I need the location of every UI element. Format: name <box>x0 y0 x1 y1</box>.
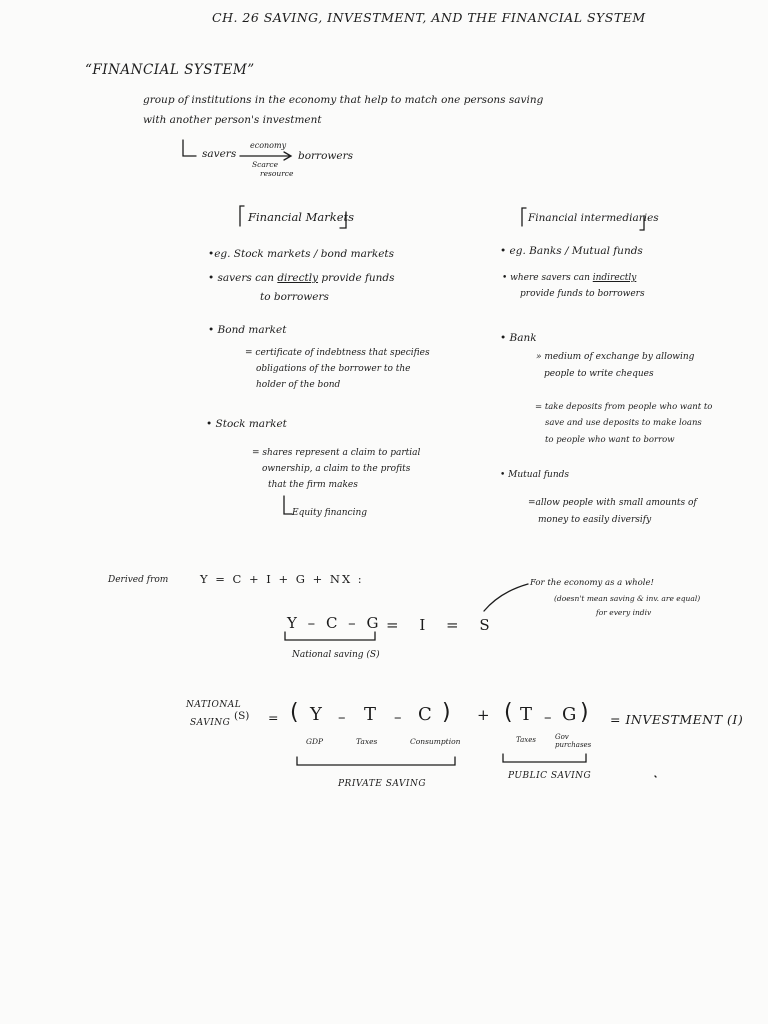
fm-direct-underlined: directly <box>277 272 319 284</box>
note-line-3: for every indiv <box>596 608 652 617</box>
taxes-caption: Taxes <box>356 737 378 746</box>
fi-indirect-line-2: provide funds to borrowers <box>520 289 645 299</box>
eq2-minus-1: – <box>338 708 346 726</box>
mutual-funds-label: Mutual funds <box>508 470 570 480</box>
investment-label: = INVESTMENT (I) <box>610 712 744 727</box>
stock-line-2: ownership, a claim to the profits <box>262 464 411 474</box>
eq1-caption: National saving (S) <box>292 650 380 660</box>
gdp-caption: GDP <box>306 737 324 746</box>
national-saving-label-2: SAVING <box>190 718 231 728</box>
bank-title: • Bank <box>500 332 537 344</box>
eq2-equals: = <box>268 710 279 725</box>
eq2-minus-3: – <box>544 708 552 726</box>
bank-line-2: people to write cheques <box>544 369 654 379</box>
page-title: CH. 26 SAVING, INVESTMENT, AND THE FINANCIAL SYSTEM <box>212 10 646 25</box>
note-line-2: (doesn't mean saving & inv. are equal) <box>554 594 701 603</box>
bond-line-2: obligations of the borrower to the <box>256 364 411 374</box>
private-saving-label: PRIVATE SAVING <box>338 779 427 789</box>
eq2-open-paren-1: ( <box>290 700 299 725</box>
fi-examples-text: eg. Banks / Mutual funds <box>509 245 643 257</box>
eq2-close-paren-2: ) <box>580 700 589 725</box>
eq2-y: Y <box>310 704 322 725</box>
fm-direct-post: provide funds <box>321 272 395 284</box>
bond-market-label: Bond market <box>217 324 287 336</box>
bank-line-4: save and use deposits to make loans <box>545 418 702 428</box>
bank-label: Bank <box>509 332 537 344</box>
mf-line-1: =allow people with small amounts of <box>528 498 697 508</box>
savers-label: savers <box>202 148 237 160</box>
eq2-close-paren-1: ) <box>442 700 451 725</box>
borrowers-label: borrowers <box>298 150 354 162</box>
arrow-bottom-label-1: Scarce <box>252 160 279 169</box>
stock-market-title: • Stock market <box>206 418 287 430</box>
arrow-top-label: economy <box>250 141 287 150</box>
fm-direct-pre: savers can <box>217 272 274 284</box>
gdp-identity: Y = C + I + G + NX : <box>200 572 364 586</box>
eq2-t: T <box>364 704 377 725</box>
bond-market-title: • Bond market <box>208 324 287 336</box>
fi-bullet-indirect: • where savers can indirectly <box>502 273 637 283</box>
fm-bullet-direct: • savers can directly provide funds <box>208 272 395 284</box>
fi-indirect-underlined: indirectly <box>592 273 637 283</box>
equity-financing: Equity financing <box>292 508 368 518</box>
stock-line-1: = shares represent a claim to partial <box>252 448 421 458</box>
eq2-plus: + <box>477 706 490 724</box>
bank-line-3: = take deposits from people who want to <box>535 402 713 412</box>
definition-line-2: with another person's investment <box>143 114 322 126</box>
fi-indirect-pre: where savers can <box>510 273 590 283</box>
consumption-caption: Consumption <box>410 737 461 746</box>
eq1-left: Y – C – G <box>287 614 382 632</box>
note-line-1: For the economy as a whole! <box>530 578 654 588</box>
eq2-g: G <box>562 704 577 725</box>
eq1-right: = I = S <box>386 616 498 634</box>
bond-line-3: holder of the bond <box>256 380 341 390</box>
national-saving-label-1: NATIONAL <box>186 700 242 710</box>
stock-market-label: Stock market <box>215 418 287 430</box>
eq2-minus-2: – <box>394 708 402 726</box>
bank-line-1: » medium of exchange by allowing <box>536 352 695 362</box>
definition-line-1: group of institutions in the economy that help to match one persons saving <box>143 94 544 106</box>
national-saving-symbol: (S) <box>234 710 250 722</box>
public-saving-label: PUBLIC SAVING <box>508 771 592 781</box>
mutual-funds-title: • Mutual funds <box>500 470 570 480</box>
section-heading: “FINANCIAL SYSTEM” <box>85 62 255 78</box>
mf-line-2: money to easily diversify <box>538 515 652 525</box>
eq2-c: C <box>418 704 432 725</box>
arrow-bottom-label-2: resource <box>260 169 294 178</box>
fm-direct-line-2: to borrowers <box>260 291 329 303</box>
gov-purchases-caption: Gov purchases <box>555 733 592 749</box>
fm-bullet-examples: •eg. Stock markets / bond markets <box>208 248 395 260</box>
financial-markets-title: Financial Markets <box>248 210 355 224</box>
fi-bullet-examples: • eg. Banks / Mutual funds <box>500 245 643 257</box>
eq2-open-paren-2: ( <box>504 700 513 725</box>
taxes-caption-2: Taxes <box>516 736 536 744</box>
bond-line-1: = certificate of indebtness that specifies <box>245 348 430 358</box>
bank-line-5: to people who want to borrow <box>545 435 675 445</box>
financial-intermediaries-title: Financial intermediaries <box>528 212 659 224</box>
stock-line-3: that the firm makes <box>268 480 358 490</box>
derived-from-label: Derived from <box>108 575 169 585</box>
eq2-t2: T <box>520 704 533 725</box>
